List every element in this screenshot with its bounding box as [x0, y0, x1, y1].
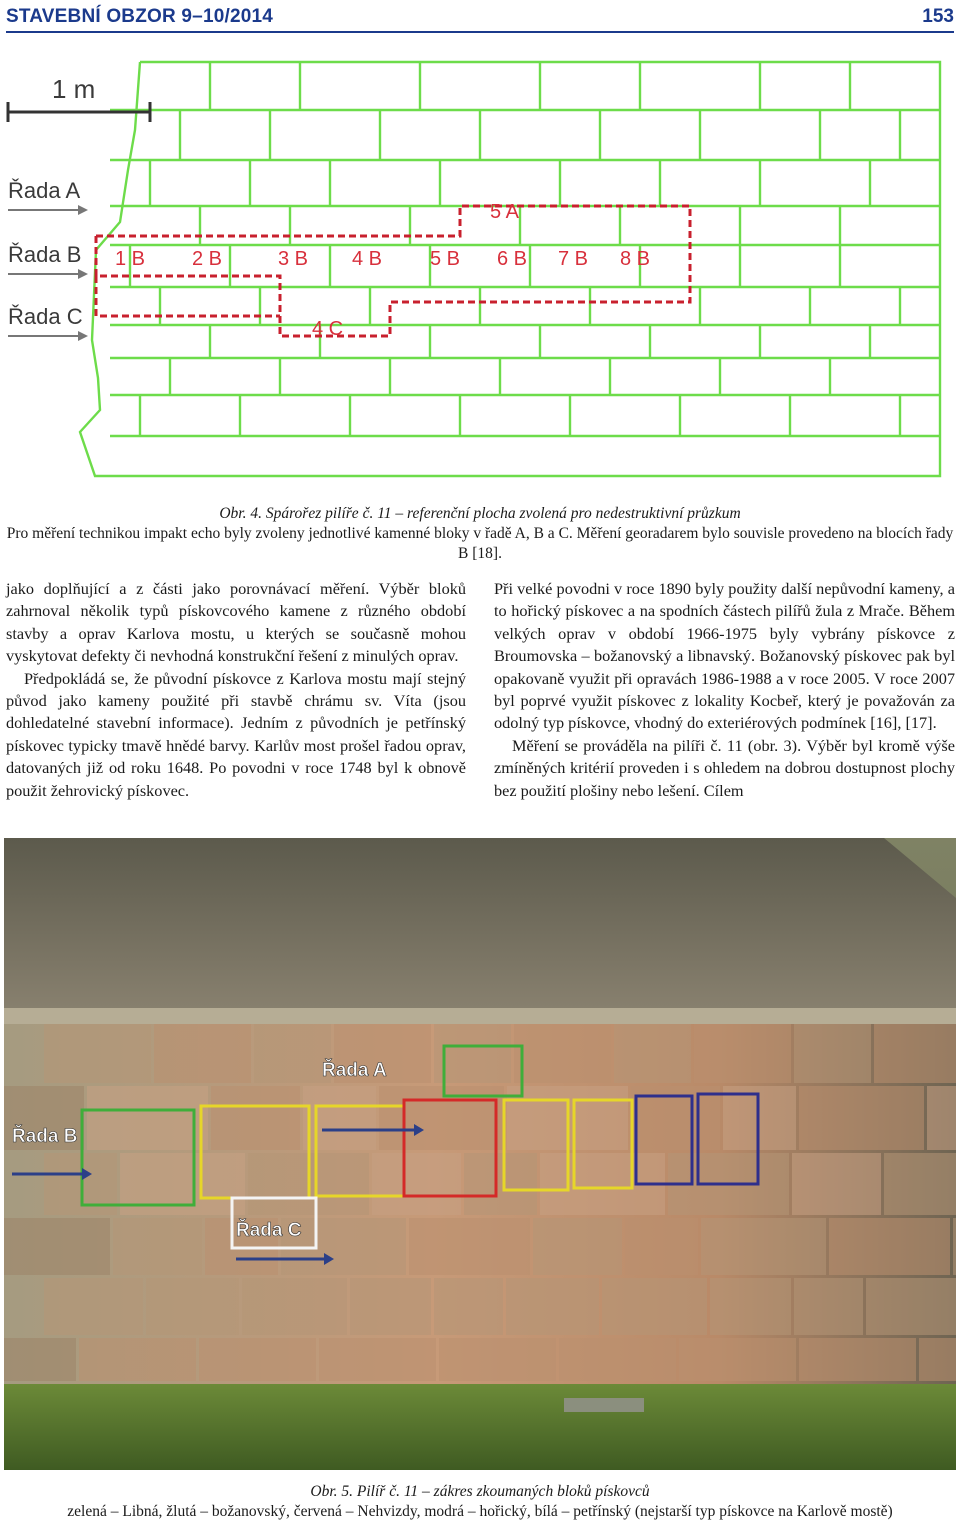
block-label: 6 B — [497, 248, 528, 270]
arrow-head-icon — [78, 331, 88, 341]
stone-block — [927, 1086, 956, 1150]
stone-block — [953, 1218, 956, 1275]
stone-block — [799, 1338, 916, 1381]
block-label: 3 B — [278, 248, 309, 270]
stone-block — [79, 1338, 196, 1381]
stone-block — [919, 1338, 956, 1381]
stone-block — [211, 1086, 300, 1150]
stone-block — [614, 1024, 691, 1083]
block-label: 7 B — [558, 248, 589, 270]
stone-block — [710, 1278, 791, 1335]
text-column-left — [6, 578, 466, 802]
figure4-caption — [0, 504, 960, 564]
stone-block — [113, 1218, 202, 1275]
stone-block — [799, 1086, 924, 1150]
stone-block — [146, 1278, 239, 1335]
stone-block — [701, 1218, 826, 1275]
row-label: Řada B — [12, 1126, 78, 1147]
stone-block — [866, 1278, 956, 1335]
pillar-photo — [4, 838, 956, 1470]
stone-block — [319, 1338, 436, 1381]
stone-block — [533, 1218, 622, 1275]
stone-block — [602, 1278, 707, 1335]
block-label: 4 C — [312, 318, 344, 340]
stone-block — [4, 1338, 76, 1381]
stone-block — [464, 1153, 537, 1215]
stone-block — [350, 1278, 431, 1335]
roof-slope — [4, 838, 956, 1018]
block-label: 4 B — [352, 248, 383, 270]
joint-layout-drawing — [0, 40, 960, 500]
paragraph: Předpokládá se, že původní pískovce z Karlova mostu mají stejný původ jako kameny použité při stavbě chrámu sv. Víta (jsou dohledatelné stavební informace). Jedním z původních je petřínský pískovec typicky tmavě hnědé barvy. Karlův most prošel řadou oprav, datovaných již od roku 1648. Po povodni v roce 1748 byl k obnově použit žehrovický pískovec. — [6, 668, 466, 800]
stone-block — [514, 1024, 611, 1083]
reference-area-outline — [96, 276, 280, 316]
header-rule — [6, 31, 954, 33]
paragraph: Měření se prováděla na pilíři č. 11 (obr. 3). Výběr byl kromě výše zmíněných kritérií proveden i s ohledem na dobrou dostupnost plochy bez použití plošiny nebo lešení. Cílem — [494, 735, 955, 800]
figure4-caption-title: Obr. 4. Spárořez pilíře č. 11 – referenční plocha zvolená pro nedestruktivní průzkum — [219, 505, 741, 522]
grass — [4, 1384, 956, 1470]
scale-label: 1 m — [52, 74, 96, 104]
stone-block — [679, 1338, 796, 1381]
stone-block — [559, 1338, 676, 1381]
stone-block — [874, 1024, 956, 1083]
stone-block — [4, 1218, 110, 1275]
row-label: Řada A — [322, 1060, 387, 1081]
row-label: Řada A — [8, 178, 81, 203]
paragraph: jako doplňující a z části jako porovnávací měření. Výběr bloků zahrnoval několik typů pískovcového kamene z různého období stavby a oprav Karlova mostu, u kterých se současně mohou vyskytovat defekty či nevhodná konstrukční řešení z minulých oprav. — [6, 579, 466, 666]
row-label: Řada C — [236, 1220, 302, 1241]
stone-block — [44, 1278, 143, 1335]
paragraph: Při velké povodni v roce 1890 byly použity další nepůvodní kameny, a to hořický pískovec a na spodních částech pilířů žula z Mrače. Během velkých oprav v období 1966-1975 byly vybrány pískovce z Broumovska – božanovský a libnavský. Božanovský pískovec pak byl opakovaně využit při opravách 1986-1988 a v roce 2005. V roce 2007 byl poprvé využit pískovec z lokality Kocbeř, který je považován za odolný typ pískovce, vhodný do exteriérových podmínek [16], [17]. — [494, 579, 955, 733]
page-number: 153 — [922, 6, 954, 27]
row-label: Řada B — [8, 242, 82, 267]
stone-block — [884, 1153, 956, 1215]
arrow-head-icon — [78, 269, 88, 279]
figure5-caption-title: Obr. 5. Pilíř č. 11 – zákres zkoumaných bloků pískovců — [310, 1483, 650, 1500]
block-label: 5 A — [490, 201, 519, 223]
photo-background — [4, 838, 956, 1470]
stone-block — [409, 1218, 530, 1275]
stone-block — [303, 1086, 376, 1150]
stone-block — [434, 1278, 503, 1335]
stone-block — [625, 1218, 698, 1275]
row-label: Řada C — [8, 304, 83, 329]
stone-block — [434, 1024, 511, 1083]
stone-block — [694, 1024, 791, 1083]
text-column-right — [494, 578, 955, 802]
stone-block — [242, 1278, 347, 1335]
block-label: 5 B — [430, 248, 461, 270]
figure5-caption — [0, 1482, 960, 1522]
stone-block — [44, 1024, 151, 1083]
stone-block — [372, 1153, 461, 1215]
cornice — [4, 1008, 956, 1026]
arrow-head-icon — [78, 205, 88, 215]
reference-area-outline — [96, 206, 690, 336]
stone-block — [792, 1153, 881, 1215]
stone-block — [506, 1278, 599, 1335]
stone-block — [439, 1338, 556, 1381]
block-label: 2 B — [192, 248, 223, 270]
stone-block — [794, 1024, 871, 1083]
stone-block — [254, 1024, 331, 1083]
block-label: 8 B — [620, 248, 651, 270]
figure5-caption-text: zelená – Libná, žlutá – božanovský, červená – Nehvizdy, modrá – hořický, bílá – petřínský (nejstarší typ pískovce na Karlově mostě) — [67, 1503, 893, 1520]
stone-block — [87, 1086, 208, 1150]
stone-block — [794, 1278, 863, 1335]
stone-block — [829, 1218, 950, 1275]
stone-block — [154, 1024, 251, 1083]
ground-plank — [564, 1398, 644, 1412]
page-header — [0, 0, 960, 34]
figure4-caption-text: Pro měření technikou impakt echo byly zvoleny jednotlivé kamenné bloky v řadě A, B a C. Měření georadarem bylo souvisle provedeno na blocích řady B [18]. — [6, 525, 954, 562]
journal-title: STAVEBNÍ OBZOR 9–10/2014 — [6, 6, 274, 27]
block-label: 1 B — [115, 248, 146, 270]
stone-block — [199, 1338, 316, 1381]
